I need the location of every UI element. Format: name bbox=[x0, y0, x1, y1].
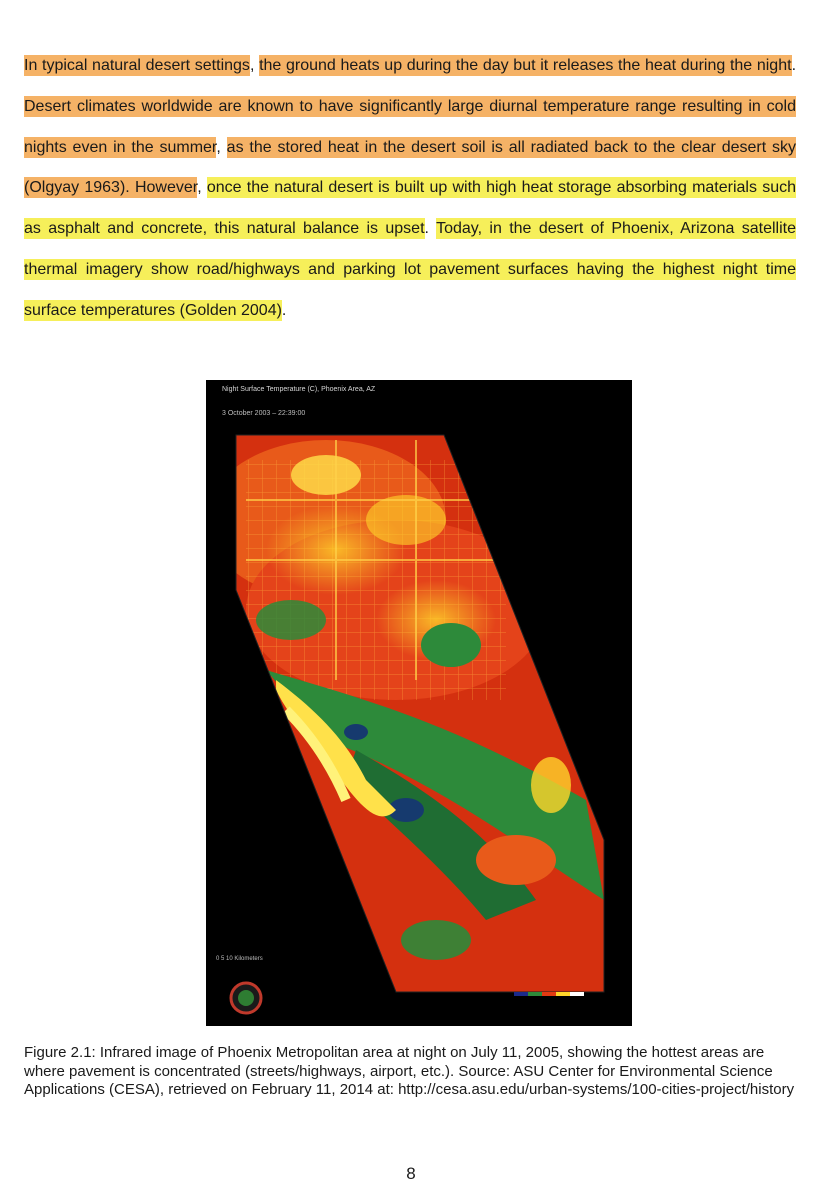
highlight-sentence-5: once the natural desert is built up with high heat storage absorbing materials such as asphalt and concrete, this natural balance is upset bbox=[24, 179, 797, 238]
highlight-sentence-2: the ground heats up during the day but it releases the heat during the night bbox=[259, 57, 792, 74]
text-fragment: . bbox=[424, 220, 437, 238]
text-fragment: , bbox=[216, 138, 227, 156]
thermal-map-graphic bbox=[206, 380, 632, 1026]
highlight-sentence-3: Desert climates worldwide are known to have significantly large diurnal temperature range resulting in cold nights even in the summer bbox=[24, 97, 796, 156]
figure-date: 3 October 2003 – 22:39:00 bbox=[222, 410, 306, 417]
highlight-sentence-1: In typical natural desert settings bbox=[24, 57, 250, 74]
text-fragment: . bbox=[791, 57, 797, 74]
figure-caption: Figure 2.1: Infrared image of Phoenix Metropolitan area at night on July 11, 2005, showing the hottest areas are where pavement is concentrated (streets/highways, airport, etc.). Source: ASU Center for Environmental Science Applications (CESA), retrieved on February 11, 2014 at: http://cesa.asu.edu/urban-systems/100-cities-project/history bbox=[24, 1044, 795, 1098]
text-fragment: . bbox=[281, 301, 287, 319]
body-paragraph bbox=[24, 46, 796, 332]
figure-title: Night Surface Temperature (C), Phoenix Area, AZ bbox=[222, 386, 376, 393]
highlight-sentence-4: as the stored heat in the desert soil is all radiated back to the clear desert sky (Olgyay 1963). However bbox=[24, 138, 797, 197]
text-fragment: , bbox=[249, 57, 260, 74]
page-number: 8 bbox=[406, 1164, 416, 1183]
scale-bar-label: 0 5 10 Kilometers bbox=[216, 956, 263, 962]
text-fragment: , bbox=[197, 179, 207, 197]
highlight-sentence-6: Today, in the desert of Phoenix, Arizona satellite thermal imagery show road/highways and parking lot pavement surfaces having the highest night time surface temperatures (Golden 2004) bbox=[24, 220, 796, 319]
thermal-satellite-image bbox=[206, 380, 632, 1026]
